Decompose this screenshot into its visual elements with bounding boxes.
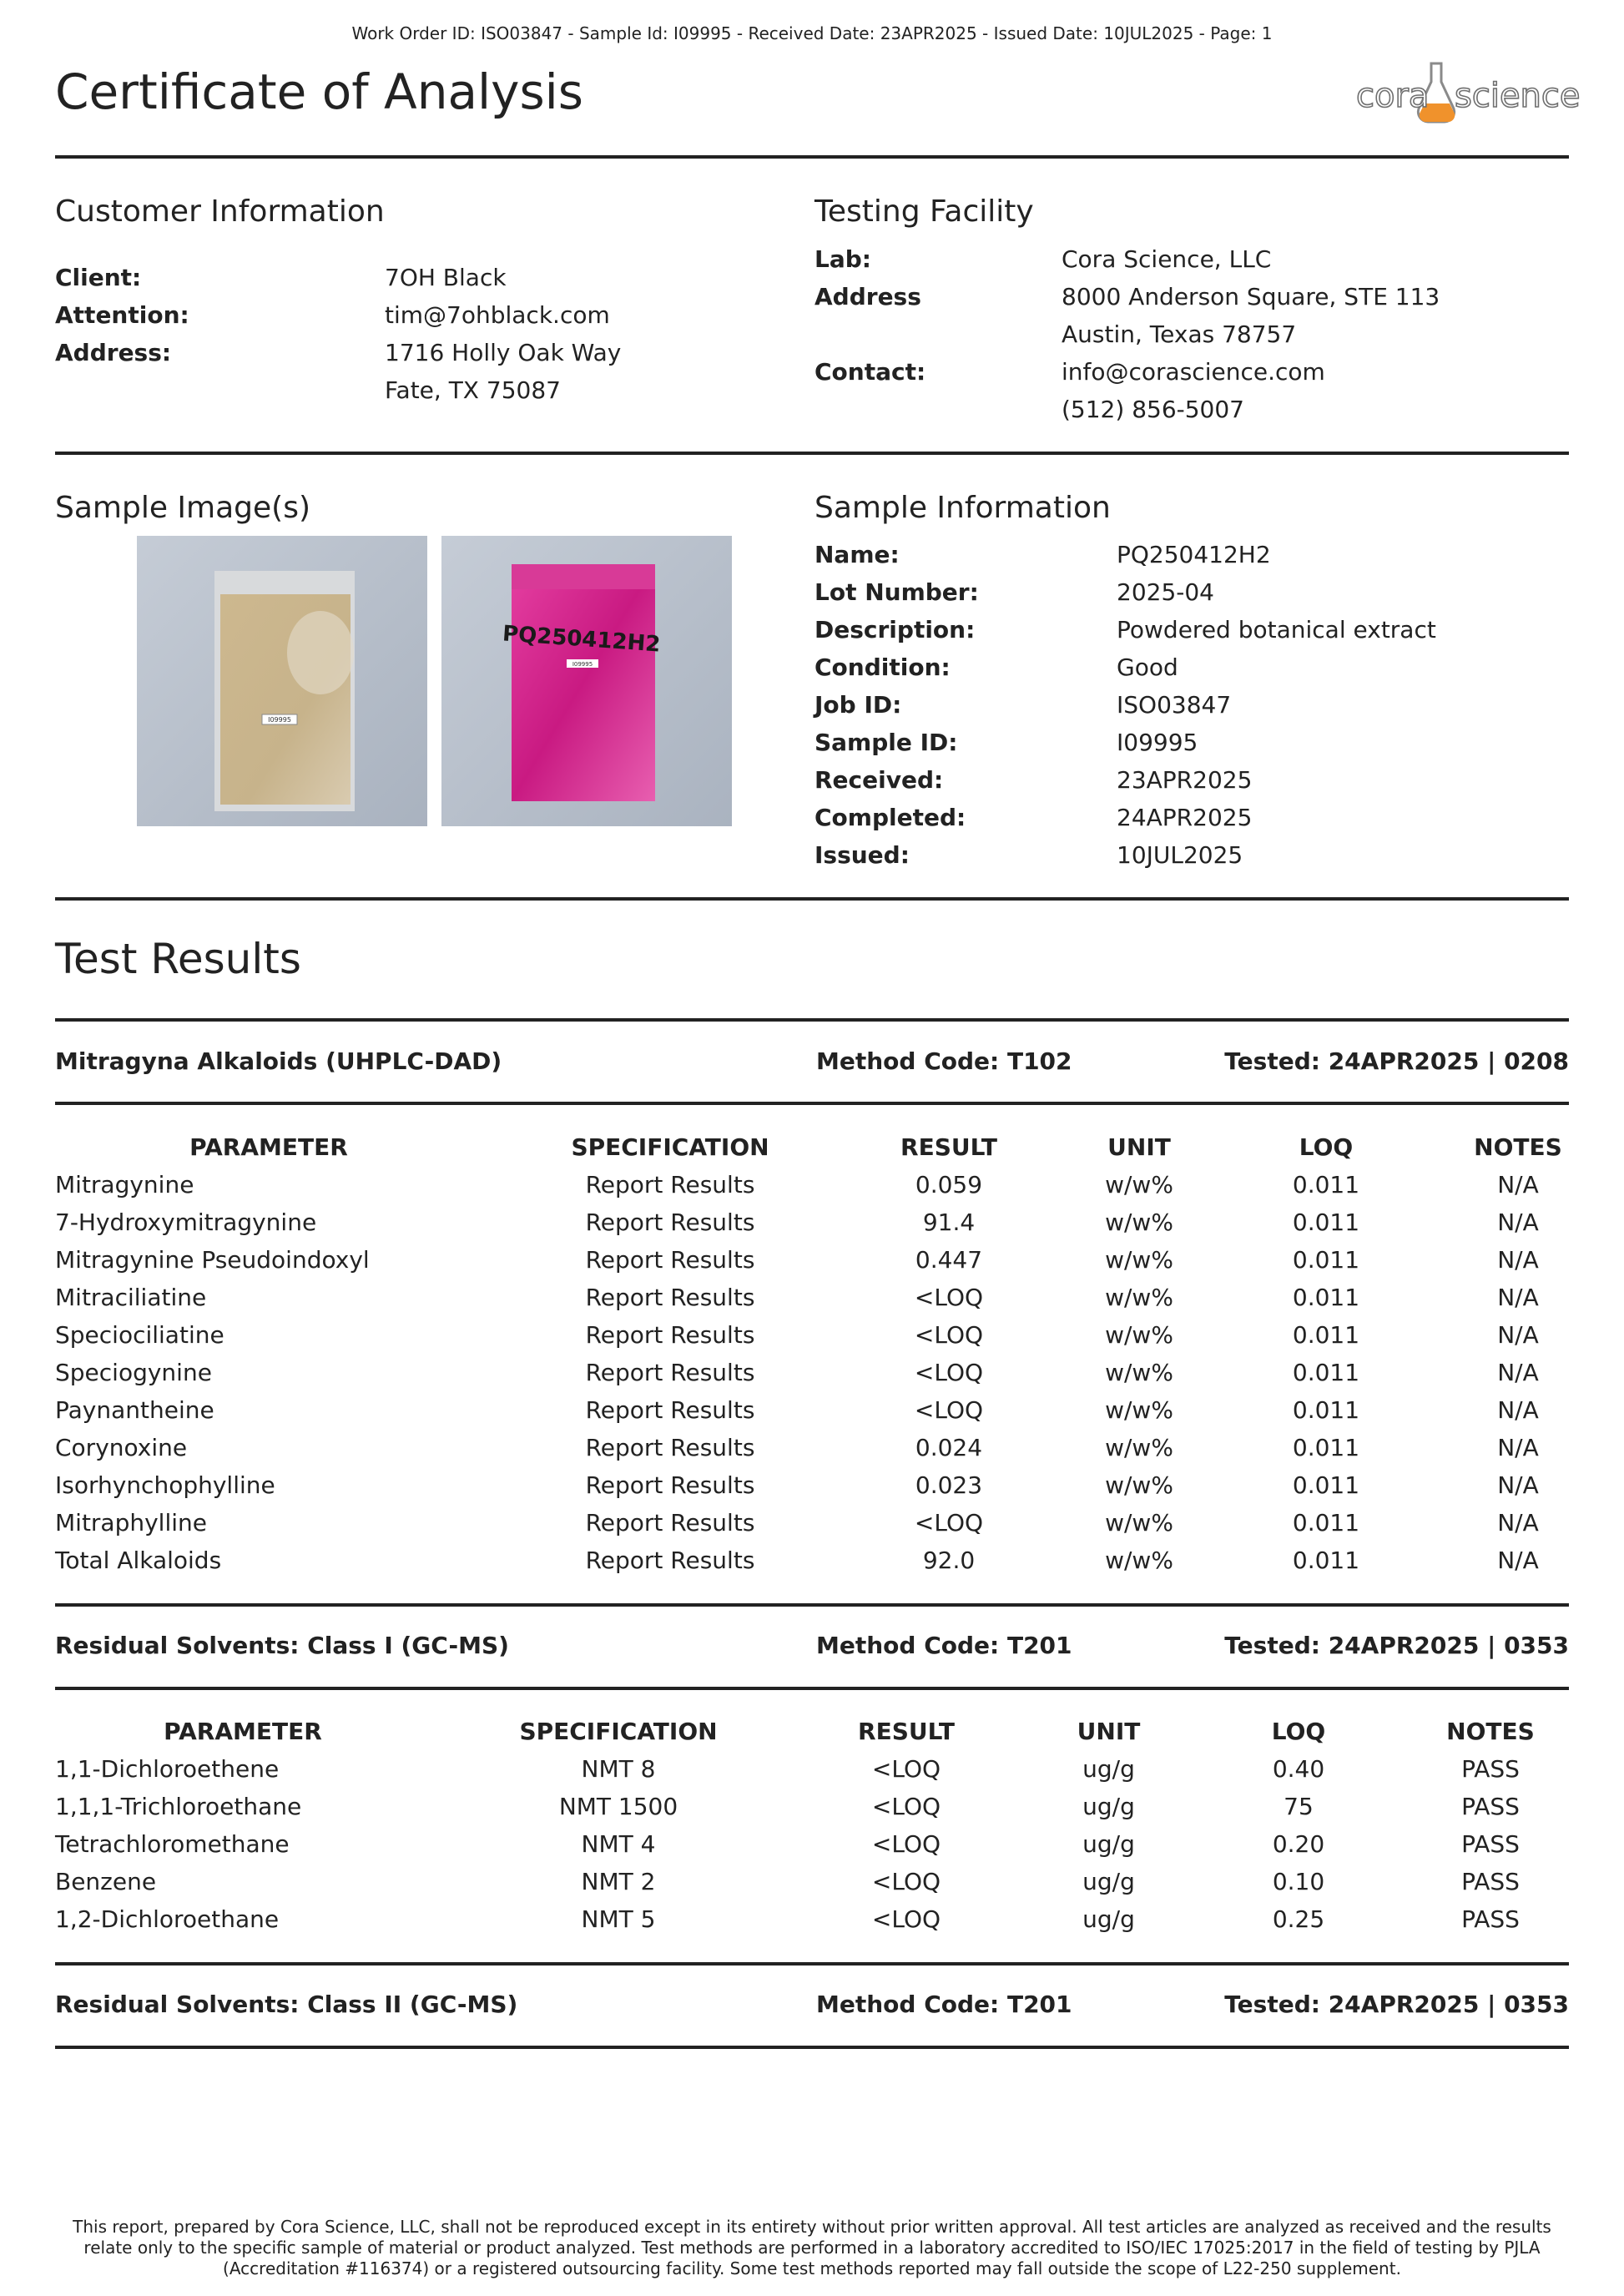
column-header: LOQ <box>1271 1718 1326 1745</box>
table-header-row <box>55 1128 1622 1166</box>
table-row <box>55 1241 1622 1279</box>
parameter-cell: Mitragynine <box>55 1171 194 1198</box>
specification-cell: Report Results <box>585 1359 755 1386</box>
facility-info-list <box>815 240 1566 428</box>
unit-cell: w/w% <box>1105 1434 1173 1461</box>
specification-cell: Report Results <box>585 1209 755 1236</box>
customer-info-heading: Customer Information <box>55 194 385 229</box>
parameter-cell: Mitraciliatine <box>55 1284 207 1311</box>
unit-cell: ug/g <box>1082 1830 1135 1858</box>
result-cell: <LOQ <box>871 1868 941 1895</box>
field-label: Lot Number: <box>815 578 979 606</box>
field-label: Lab: <box>815 245 871 273</box>
specification-cell: Report Results <box>585 1246 755 1274</box>
divider <box>55 1687 1569 1690</box>
facility-row <box>815 353 1566 391</box>
loq-cell: 0.011 <box>1292 1246 1360 1274</box>
sample-info-row <box>815 536 1566 573</box>
notes-cell: N/A <box>1497 1434 1539 1461</box>
header-info-line: Work Order ID: ISO03847 - Sample Id: I09995 - Received Date: 23APR2025 - Issued Date: 10JUL2025 - Page: 1 <box>351 23 1273 43</box>
column-header: RESULT <box>900 1133 997 1161</box>
table-row <box>55 1316 1622 1354</box>
specification-cell: Report Results <box>585 1547 755 1574</box>
unit-cell: w/w% <box>1105 1209 1173 1236</box>
divider <box>55 155 1569 159</box>
method-code: Method Code: T201 <box>816 1991 1072 2018</box>
column-header: UNIT <box>1107 1133 1171 1161</box>
table-row <box>55 1166 1622 1204</box>
notes-cell: PASS <box>1461 1793 1520 1820</box>
section-name: Mitragyna Alkaloids (UHPLC-DAD) <box>55 1047 502 1075</box>
section-name: Residual Solvents: Class II (GC-MS) <box>55 1991 518 2018</box>
specification-cell: NMT 4 <box>581 1830 656 1858</box>
unit-cell: ug/g <box>1082 1793 1135 1820</box>
unit-cell: w/w% <box>1105 1359 1173 1386</box>
column-header: RESULT <box>858 1718 955 1745</box>
result-cell: 0.447 <box>915 1246 983 1274</box>
field-label: Address <box>815 283 921 310</box>
divider <box>55 1603 1569 1607</box>
notes-cell: N/A <box>1497 1209 1539 1236</box>
table-row <box>55 1204 1622 1241</box>
loq-cell: 75 <box>1284 1793 1314 1820</box>
notes-cell: N/A <box>1497 1359 1539 1386</box>
parameter-cell: Tetrachloromethane <box>55 1830 290 1858</box>
specification-cell: Report Results <box>585 1321 755 1349</box>
facility-address-line2: Austin, Texas 78757 <box>1062 320 1297 348</box>
loq-cell: 0.011 <box>1292 1547 1360 1574</box>
table-header-row <box>55 1713 1595 1750</box>
parameter-cell: Speciociliatine <box>55 1321 224 1349</box>
table-row <box>55 1279 1622 1316</box>
condition-value: Good <box>1117 653 1178 681</box>
unit-cell: ug/g <box>1082 1905 1135 1933</box>
specification-cell: NMT 5 <box>581 1905 656 1933</box>
table-row <box>55 1750 1595 1788</box>
specification-cell: Report Results <box>585 1284 755 1311</box>
loq-cell: 0.40 <box>1272 1755 1325 1783</box>
result-cell: <LOQ <box>914 1396 984 1424</box>
sample-info-row <box>815 573 1566 611</box>
field-label: Client: <box>55 264 142 291</box>
customer-row <box>55 334 723 371</box>
result-cell: <LOQ <box>914 1509 984 1537</box>
specification-cell: NMT 1500 <box>558 1793 678 1820</box>
parameter-cell: Mitragynine Pseudoindoxyl <box>55 1246 370 1274</box>
loq-cell: 0.011 <box>1292 1284 1360 1311</box>
facility-row <box>815 315 1566 353</box>
result-cell: <LOQ <box>914 1321 984 1349</box>
field-label: Description: <box>815 616 976 643</box>
loq-cell: 0.011 <box>1292 1509 1360 1537</box>
table-row <box>55 1354 1622 1391</box>
field-label: Name: <box>815 541 900 568</box>
issued-value: 10JUL2025 <box>1117 841 1243 869</box>
loq-cell: 0.011 <box>1292 1209 1360 1236</box>
parameter-cell: Speciogynine <box>55 1359 212 1386</box>
column-header: NOTES <box>1446 1718 1535 1745</box>
column-header: LOQ <box>1299 1133 1354 1161</box>
facility-row <box>815 240 1566 278</box>
parameter-cell: 1,2-Dichloroethane <box>55 1905 280 1933</box>
notes-cell: N/A <box>1497 1396 1539 1424</box>
sample-info-row <box>815 799 1566 836</box>
sample-info-heading: Sample Information <box>815 491 1111 525</box>
result-cell: 0.059 <box>915 1171 983 1198</box>
sample-info-row <box>815 648 1566 686</box>
parameter-cell: Corynoxine <box>55 1434 188 1461</box>
sample-info-row <box>815 761 1566 799</box>
field-label: Completed: <box>815 804 966 831</box>
completed-value: 24APR2025 <box>1117 804 1253 831</box>
result-cell: <LOQ <box>871 1793 941 1820</box>
column-header: SPECIFICATION <box>571 1133 769 1161</box>
unit-cell: w/w% <box>1105 1246 1173 1274</box>
loq-cell: 0.20 <box>1272 1830 1325 1858</box>
page-title: Certificate of Analysis <box>55 63 584 120</box>
parameter-cell: 1,1,1-Trichloroethane <box>55 1793 302 1820</box>
specification-cell: Report Results <box>585 1171 755 1198</box>
table-row <box>55 1429 1622 1466</box>
customer-row <box>55 371 723 409</box>
loq-cell: 0.011 <box>1292 1471 1360 1499</box>
sample-info-row <box>815 611 1566 648</box>
facility-row <box>815 278 1566 315</box>
table-row <box>55 1863 1595 1900</box>
column-header: NOTES <box>1474 1133 1562 1161</box>
unit-cell: w/w% <box>1105 1547 1173 1574</box>
sample-info-row <box>815 724 1566 761</box>
unit-cell: w/w% <box>1105 1396 1173 1424</box>
sample-images-heading: Sample Image(s) <box>55 491 311 525</box>
field-label: Address: <box>55 339 172 366</box>
notes-cell: N/A <box>1497 1246 1539 1274</box>
cora-science-logo <box>1356 60 1581 127</box>
svg-text:I09995: I09995 <box>572 661 593 668</box>
sample-name-value: PQ250412H2 <box>1117 541 1271 568</box>
tested-date: Tested: 24APR2025 | 0208 <box>1224 1047 1569 1075</box>
table-row <box>55 1391 1622 1429</box>
testing-facility-heading: Testing Facility <box>815 194 1034 229</box>
parameter-cell: 7-Hydroxymitragynine <box>55 1209 317 1236</box>
divider <box>55 452 1569 455</box>
table-row <box>55 1542 1622 1579</box>
contact-phone-value: (512) 856-5007 <box>1062 396 1244 423</box>
result-cell: 0.023 <box>915 1471 983 1499</box>
notes-cell: N/A <box>1497 1547 1539 1574</box>
test-results-heading: Test Results <box>55 935 301 983</box>
field-label: Sample ID: <box>815 729 958 756</box>
sample-info-row <box>815 836 1566 874</box>
specification-cell: Report Results <box>585 1509 755 1537</box>
result-cell: <LOQ <box>914 1359 984 1386</box>
contact-email-value: info@corascience.com <box>1062 358 1325 386</box>
facility-row <box>815 391 1566 428</box>
received-value: 23APR2025 <box>1117 766 1253 794</box>
unit-cell: w/w% <box>1105 1284 1173 1311</box>
column-header: PARAMETER <box>164 1718 322 1745</box>
divider <box>55 1102 1569 1105</box>
result-cell: 91.4 <box>922 1209 976 1236</box>
loq-cell: 0.011 <box>1292 1396 1360 1424</box>
unit-cell: ug/g <box>1082 1755 1135 1783</box>
result-cell: <LOQ <box>871 1755 941 1783</box>
specification-cell: NMT 8 <box>581 1755 656 1783</box>
specification-cell: Report Results <box>585 1471 755 1499</box>
unit-cell: w/w% <box>1105 1321 1173 1349</box>
notes-cell: N/A <box>1497 1284 1539 1311</box>
loq-cell: 0.25 <box>1272 1905 1325 1933</box>
divider <box>55 897 1569 901</box>
loq-cell: 0.011 <box>1292 1171 1360 1198</box>
field-label: Received: <box>815 766 944 794</box>
divider <box>55 2046 1569 2049</box>
svg-text:cora: cora <box>1356 77 1430 115</box>
sample-id-value: I09995 <box>1117 729 1198 756</box>
svg-text:science: science <box>1455 77 1581 115</box>
notes-cell: N/A <box>1497 1509 1539 1537</box>
parameter-cell: Isorhynchophylline <box>55 1471 275 1499</box>
sample-photo-pink-bag <box>441 536 732 826</box>
notes-cell: N/A <box>1497 1321 1539 1349</box>
notes-cell: PASS <box>1461 1755 1520 1783</box>
svg-text:I09995: I09995 <box>268 716 291 724</box>
column-header: UNIT <box>1077 1718 1141 1745</box>
parameter-cell: Mitraphylline <box>55 1509 207 1537</box>
unit-cell: w/w% <box>1105 1171 1173 1198</box>
customer-info-list <box>55 259 723 409</box>
loq-cell: 0.011 <box>1292 1434 1360 1461</box>
svg-text:PQ250412H2: PQ250412H2 <box>502 621 662 658</box>
method-code: Method Code: T102 <box>816 1047 1072 1075</box>
table-row <box>55 1504 1622 1542</box>
field-label: Job ID: <box>815 691 902 719</box>
address-value: 1716 Holly Oak Way <box>385 339 622 366</box>
field-label: Issued: <box>815 841 910 869</box>
notes-cell: PASS <box>1461 1905 1520 1933</box>
field-label: Condition: <box>815 653 951 681</box>
field-label: Contact: <box>815 358 926 386</box>
notes-cell: PASS <box>1461 1830 1520 1858</box>
specification-cell: Report Results <box>585 1396 755 1424</box>
specification-cell: Report Results <box>585 1434 755 1461</box>
result-cell: 92.0 <box>922 1547 976 1574</box>
specification-cell: NMT 2 <box>581 1868 656 1895</box>
sample-info-list <box>815 536 1566 874</box>
loq-cell: 0.011 <box>1292 1321 1360 1349</box>
description-value: Powdered botanical extract <box>1117 616 1436 643</box>
tested-date: Tested: 24APR2025 | 0353 <box>1224 1991 1569 2018</box>
table-row <box>55 1466 1622 1504</box>
tested-date: Tested: 24APR2025 | 0353 <box>1224 1632 1569 1659</box>
sample-info-row <box>815 686 1566 724</box>
result-cell: <LOQ <box>871 1905 941 1933</box>
customer-row <box>55 259 723 296</box>
field-label: Attention: <box>55 301 189 329</box>
notes-cell: N/A <box>1497 1471 1539 1499</box>
sample-photo-silver-bag <box>137 536 427 826</box>
divider <box>55 1962 1569 1965</box>
result-cell: <LOQ <box>871 1830 941 1858</box>
column-header: PARAMETER <box>189 1133 348 1161</box>
column-header: SPECIFICATION <box>519 1718 718 1745</box>
parameter-cell: Paynantheine <box>55 1396 214 1424</box>
notes-cell: PASS <box>1461 1868 1520 1895</box>
result-cell: <LOQ <box>914 1284 984 1311</box>
lab-value: Cora Science, LLC <box>1062 245 1272 273</box>
facility-address-value: 8000 Anderson Square, STE 113 <box>1062 283 1440 310</box>
attention-value: tim@7ohblack.com <box>385 301 610 329</box>
section-name: Residual Solvents: Class I (GC-MS) <box>55 1632 509 1659</box>
parameter-cell: Total Alkaloids <box>55 1547 222 1574</box>
alkaloids-results-table <box>55 1128 1622 1579</box>
parameter-cell: Benzene <box>55 1868 157 1895</box>
lot-number-value: 2025-04 <box>1117 578 1214 606</box>
customer-row <box>55 296 723 334</box>
class-i-solvents-table <box>55 1713 1595 1938</box>
table-row <box>55 1788 1595 1825</box>
parameter-cell: 1,1-Dichloroethene <box>55 1755 280 1783</box>
unit-cell: w/w% <box>1105 1509 1173 1537</box>
job-id-value: ISO03847 <box>1117 691 1232 719</box>
loq-cell: 0.10 <box>1272 1868 1325 1895</box>
notes-cell: N/A <box>1497 1171 1539 1198</box>
table-row <box>55 1825 1595 1863</box>
address-value-line2: Fate, TX 75087 <box>385 376 561 404</box>
loq-cell: 0.011 <box>1292 1359 1360 1386</box>
table-row <box>55 1900 1595 1938</box>
client-value: 7OH Black <box>385 264 507 291</box>
divider <box>55 1018 1569 1022</box>
unit-cell: ug/g <box>1082 1868 1135 1895</box>
method-code: Method Code: T201 <box>816 1632 1072 1659</box>
result-cell: 0.024 <box>915 1434 983 1461</box>
unit-cell: w/w% <box>1105 1471 1173 1499</box>
footer-disclaimer: This report, prepared by Cora Science, LLC, shall not be reproduced except in its entirety without prior written approval. All test articles are analyzed as received and the results relate only to the specific sample of material or product analyzed. Test methods are performed in a laboratory accredited to ISO/IEC 17025:2017 in the field of testing by PJLA (Accreditation #116374) or a registered outsourcing facility. Some test methods reported may fall outside the scope of L22-250 supplement. <box>73 2217 1551 2278</box>
